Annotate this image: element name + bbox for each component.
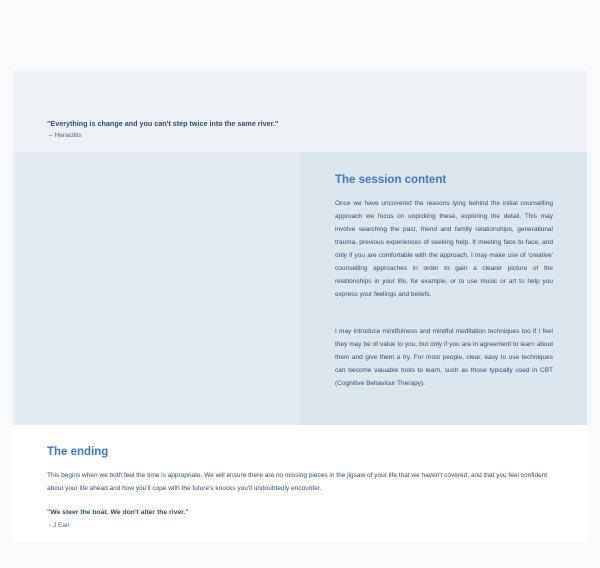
session-paragraph-1: Once we have uncovered the reasons lying behind the initial counselling approach we focus on unpicking these, exploring the detail. This may involve searching the past, friend and family relationships, generational trauma, previous experiences of seeking help. If meeting face to face, and only if you are comfortable with the approach, I may make use of 'creative' counselling approaches in order to gain a clearer picture of the relationships in your life, for example, or to use music or art to help you express your feelings and beliefs. (335, 200, 553, 298)
ending-section (13, 425, 587, 542)
intro-quote-text: "Everything is change and you can't step twice into the same river." (47, 119, 279, 128)
ending-title: The ending (47, 446, 109, 458)
intro-quote-section (13, 71, 587, 152)
ending-paragraph: This begins when we both feel the time is appropriate. We will ensure there are no missing pieces in the jigsaw of your life that we haven't covered, and that you feel confident about your life ahead and how you'll cope with the future's knocks you'll undoubtedly encounter. (47, 472, 548, 492)
ending-quote-text: "We steer the boat. We don't alter the river." (47, 509, 189, 516)
ending-quote-author: - J Earl (49, 522, 70, 529)
session-image-placeholder (13, 152, 300, 425)
intro-quote-author: – Heraclitis (49, 132, 82, 139)
session-title: The session content (335, 174, 447, 186)
session-paragraph-2: I may introduce mindfulness and mindful meditation techniques too if I feel they may be of value to you, but only if you are in agreement to learn about them and give them a try. For most people, clear, easy to use techniques can become valuable tools to learn, such as those typically used in CBT (Cognitive Behaviour Therapy). (335, 328, 553, 387)
page-content (13, 71, 587, 542)
